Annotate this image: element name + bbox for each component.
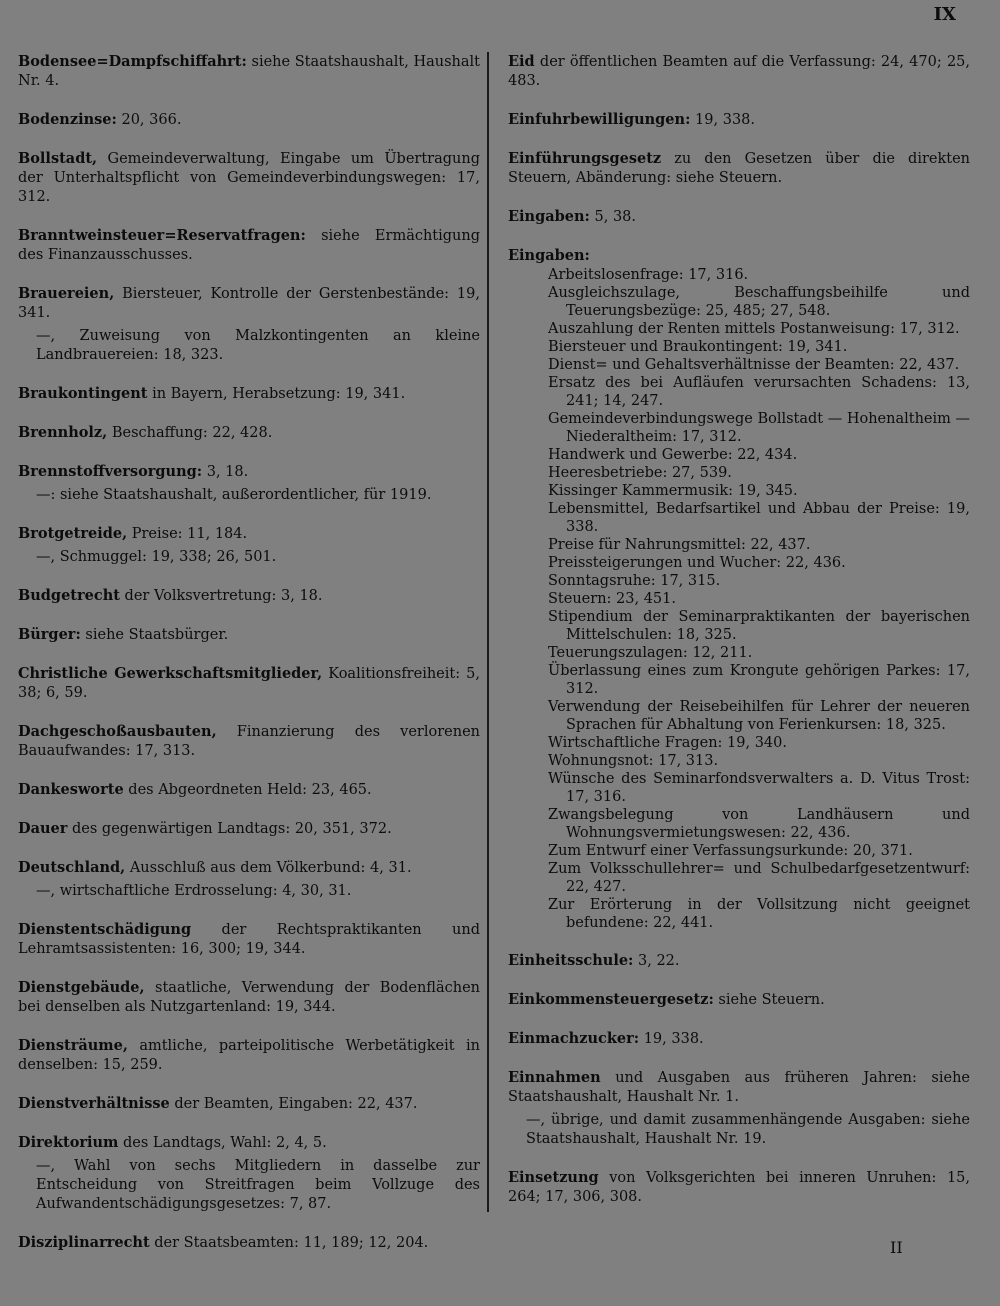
eingaben-item: Stipendium der Seminarpraktikanten der bayerischen Mittelschulen: 18, 325. [548,609,970,643]
entry-text: 19, 338. [695,112,756,128]
entry-text: 5, 38. [594,209,637,225]
entry-keyword: Einheitsschule: [508,952,634,969]
entry-text: Ausschluß aus dem Völkerbund: 4, 31. [129,860,412,876]
entry-subentry: —, wirtschaftliche Erdrosselung: 4, 30, 31. [36,883,352,899]
index-entry [18,920,480,959]
entry-keyword: Brennstoffversorgung: [18,463,203,480]
index-entry [18,625,480,645]
entry-text: siehe Steuern. [718,992,825,1008]
index-entry [18,722,480,761]
entry-keyword: Einführungsgesetz [508,150,662,167]
entry-text: des Landtags, Wahl: 2, 4, 5. [123,1135,327,1151]
index-entry [18,524,480,567]
entry-text: Beschaffung: 22, 428. [111,425,273,441]
index-entry [18,462,480,505]
entry-subentry: —: siehe Staatshaushalt, außerordentlicher, für 1919. [36,487,432,503]
entry-text: siehe Staatsbürger. [85,627,229,643]
entry-text: siehe Staatshaushalt, Haushalt Nr. 4. [18,54,481,89]
eingaben-item: Preissteigerungen und Wucher: 22, 436. [548,555,846,571]
index-entry [18,586,480,606]
entry-subentry: —, Schmuggel: 19, 338; 26, 501. [36,549,277,565]
entry-keyword: Einkommensteuergesetz: [508,991,714,1008]
entry-text: Biersteuer, Kontrolle der Gerstenbestände: 19, 341. [18,286,480,321]
index-entry [18,1094,480,1114]
index-entry [18,1233,480,1253]
index-entry [18,384,480,404]
page-number: IX [933,4,956,25]
eingaben-sublist [508,266,970,932]
eingaben-item: Zum Volksschullehrer= und Schulbedarfgesetzentwurf: 22, 427. [548,861,970,895]
entry-text: der Volksvertretung: 3, 18. [124,588,323,604]
entry-text: der Beamten, Eingaben: 22, 437. [174,1096,418,1112]
index-entry [508,990,970,1010]
index-entry [508,52,970,91]
index-entry [18,978,480,1017]
eingaben-item: Wohnungsnot: 17, 313. [548,753,719,769]
eingaben-item: Zum Entwurf einer Verfassungsurkunde: 20, 371. [548,843,913,859]
entry-text: des Abgeordneten Held: 23, 465. [128,782,372,798]
entry-keyword: Einnahmen [508,1069,601,1086]
entry-keyword: Eid [508,53,535,70]
index-entry [18,1133,480,1214]
index-entry [18,52,480,91]
entry-keyword: Bürger: [18,626,81,643]
column-divider [487,52,489,1212]
eingaben-item: Ausgleichszulage, Beschaffungsbeihilfe und Teuerungsbezüge: 25, 485; 27, 548. [548,285,970,319]
index-entry [508,1029,970,1049]
entry-keyword: Dauer [18,820,68,837]
entry-subentry: —, Zuweisung von Malzkontingenten an kleine Landbrauereien: 18, 323. [36,328,480,363]
index-entry-eingaben-list [508,246,970,932]
entry-subentry: —, übrige, und damit zusammenhängende Ausgaben: siehe Staatshaushalt, Haushalt Nr. 19. [526,1112,970,1147]
entry-keyword: Dienstgebäude, [18,979,145,996]
entry-text: des gegenwärtigen Landtags: 20, 351, 372. [72,821,392,837]
index-entry [18,149,480,207]
entry-text: der Rechtspraktikanten und Lehramtsassistenten: 16, 300; 19, 344. [18,922,480,957]
entry-text: und Ausgaben aus früheren Jahren: siehe Staatshaushalt, Haushalt Nr. 1. [508,1070,970,1105]
eingaben-item: Zwangsbelegung von Landhäusern und Wohnungsvermietungswesen: 22, 436. [548,807,970,841]
index-entry [18,1036,480,1075]
entry-keyword: Dachgeschoßausbauten, [18,723,217,740]
eingaben-item: Arbeitslosenfrage: 17, 316. [548,267,749,283]
index-entry [508,1168,970,1207]
entry-keyword: Brennholz, [18,424,108,441]
right-column [508,52,970,1226]
entry-keyword: Einfuhrbewilligungen: [508,111,691,128]
entry-subentry: —, Wahl von sechs Mitgliedern in dasselbe zur Entscheidung von Streitfragen beim Vollzuge des Aufwandentschädigungsgesetzes: 7, 87. [36,1158,480,1212]
index-entry [18,226,480,265]
entry-text: in Bayern, Herabsetzung: 19, 341. [152,386,406,402]
entry-text: Preise: 11, 184. [131,526,248,542]
entry-keyword: Eingaben: [508,247,590,264]
eingaben-item: Verwendung der Reisebeihilfen für Lehrer der neueren Sprachen für Abhaltung von Ferienkursen: 18, 325. [548,699,970,733]
index-entry [18,780,480,800]
index-entry [508,951,970,971]
index-entry [508,1068,970,1149]
eingaben-item: Zur Erörterung in der Vollsitzung nicht geeignet befundene: 22, 441. [548,897,970,931]
entry-text: 3, 22. [638,953,680,969]
entry-keyword: Direktorium [18,1134,119,1151]
eingaben-item: Auszahlung der Renten mittels Postanweisung: 17, 312. [548,321,960,337]
index-entry [18,819,480,839]
index-entry [18,110,480,130]
entry-keyword: Brotgetreide, [18,525,128,542]
entry-text: Finanzierung des verlorenen Bauaufwandes: 17, 313. [18,724,480,759]
entry-text: amtliche, parteipolitische Werbetätigkeit in denselben: 15, 259. [18,1038,480,1073]
entry-keyword: Branntweinsteuer=Reservatfragen: [18,227,306,244]
entry-keyword: Diensträume, [18,1037,128,1054]
index-entry [18,284,480,365]
left-column [18,52,480,1272]
eingaben-item: Dienst= und Gehaltsverhältnisse der Beamten: 22, 437. [548,357,960,373]
entry-keyword: Bodenzinse: [18,111,117,128]
entry-text: 3, 18. [206,464,249,480]
entry-keyword: Dankesworte [18,781,124,798]
eingaben-item: Handwerk und Gewerbe: 22, 434. [548,447,798,463]
eingaben-item: Lebensmittel, Bedarfsartikel und Abbau der Preise: 19, 338. [548,501,970,535]
entry-keyword: Dienstverhältnisse [18,1095,170,1112]
entry-keyword: Brauereien, [18,285,115,302]
entry-text: staatliche, Verwendung der Bodenflächen bei denselben als Nutzgartenland: 19, 344. [18,980,480,1015]
entry-keyword: Disziplinarrecht [18,1234,150,1251]
entry-text: 19, 338. [643,1031,704,1047]
entry-keyword: Bodensee=Dampfschiffahrt: [18,53,247,70]
entry-keyword: Bollstadt, [18,150,98,167]
eingaben-item: Sonntagsruhe: 17, 315. [548,573,721,589]
eingaben-item: Teuerungszulagen: 12, 211. [548,645,753,661]
entry-text: von Volksgerichten bei inneren Unruhen: 15, 264; 17, 306, 308. [508,1170,970,1205]
eingaben-item: Preise für Nahrungsmittel: 22, 437. [548,537,811,553]
entry-keyword: Eingaben: [508,208,590,225]
entry-text: siehe Ermächtigung des Finanzausschusses. [18,228,481,263]
entry-keyword: Braukontingent [18,385,148,402]
eingaben-item: Kissinger Kammermusik: 19, 345. [548,483,798,499]
index-entry [18,664,480,703]
entry-text: 20, 366. [121,112,182,128]
signature-mark: II [890,1238,903,1257]
index-entry [508,207,970,227]
entry-text: Gemeindeverwaltung, Eingabe um Übertragung der Unterhaltspflicht von Gemeindeverbindungswegen: 17, 312. [18,151,480,205]
eingaben-item: Wünsche des Seminarfondsverwalters a. D. Vitus Trost: 17, 316. [548,771,970,805]
entry-text: der Staatsbeamten: 11, 189; 12, 204. [154,1235,429,1251]
entry-keyword: Christliche Gewerkschaftsmitglieder, [18,665,323,682]
entry-text: Koalitionsfreiheit: 5, 38; 6, 59. [18,666,481,701]
eingaben-item: Ersatz des bei Aufläufen verursachten Schadens: 13, 241; 14, 247. [548,375,970,409]
eingaben-item: Steuern: 23, 451. [548,591,676,607]
eingaben-item: Heeresbetriebe: 27, 539. [548,465,732,481]
index-entry [508,110,970,130]
entry-text: der öffentlichen Beamten auf die Verfassung: 24, 470; 25, 483. [508,54,971,89]
entry-keyword: Einmachzucker: [508,1030,640,1047]
entry-text: zu den Gesetzen über die direkten Steuern, Abänderung: siehe Steuern. [508,151,971,186]
entry-keyword: Deutschland, [18,859,126,876]
entry-keyword: Budgetrecht [18,587,120,604]
index-entry [508,149,970,188]
eingaben-item: Gemeindeverbindungswege Bollstadt — Hohenaltheim — Niederaltheim: 17, 312. [548,411,971,445]
eingaben-item: Überlassung eines zum Krongute gehörigen Parkes: 17, 312. [548,663,970,697]
eingaben-item: Biersteuer und Braukontingent: 19, 341. [548,339,848,355]
entry-keyword: Einsetzung [508,1169,599,1186]
entry-keyword: Dienstentschädigung [18,921,192,938]
index-entry [18,423,480,443]
eingaben-item: Wirtschaftliche Fragen: 19, 340. [548,735,787,751]
index-entry [18,858,480,901]
